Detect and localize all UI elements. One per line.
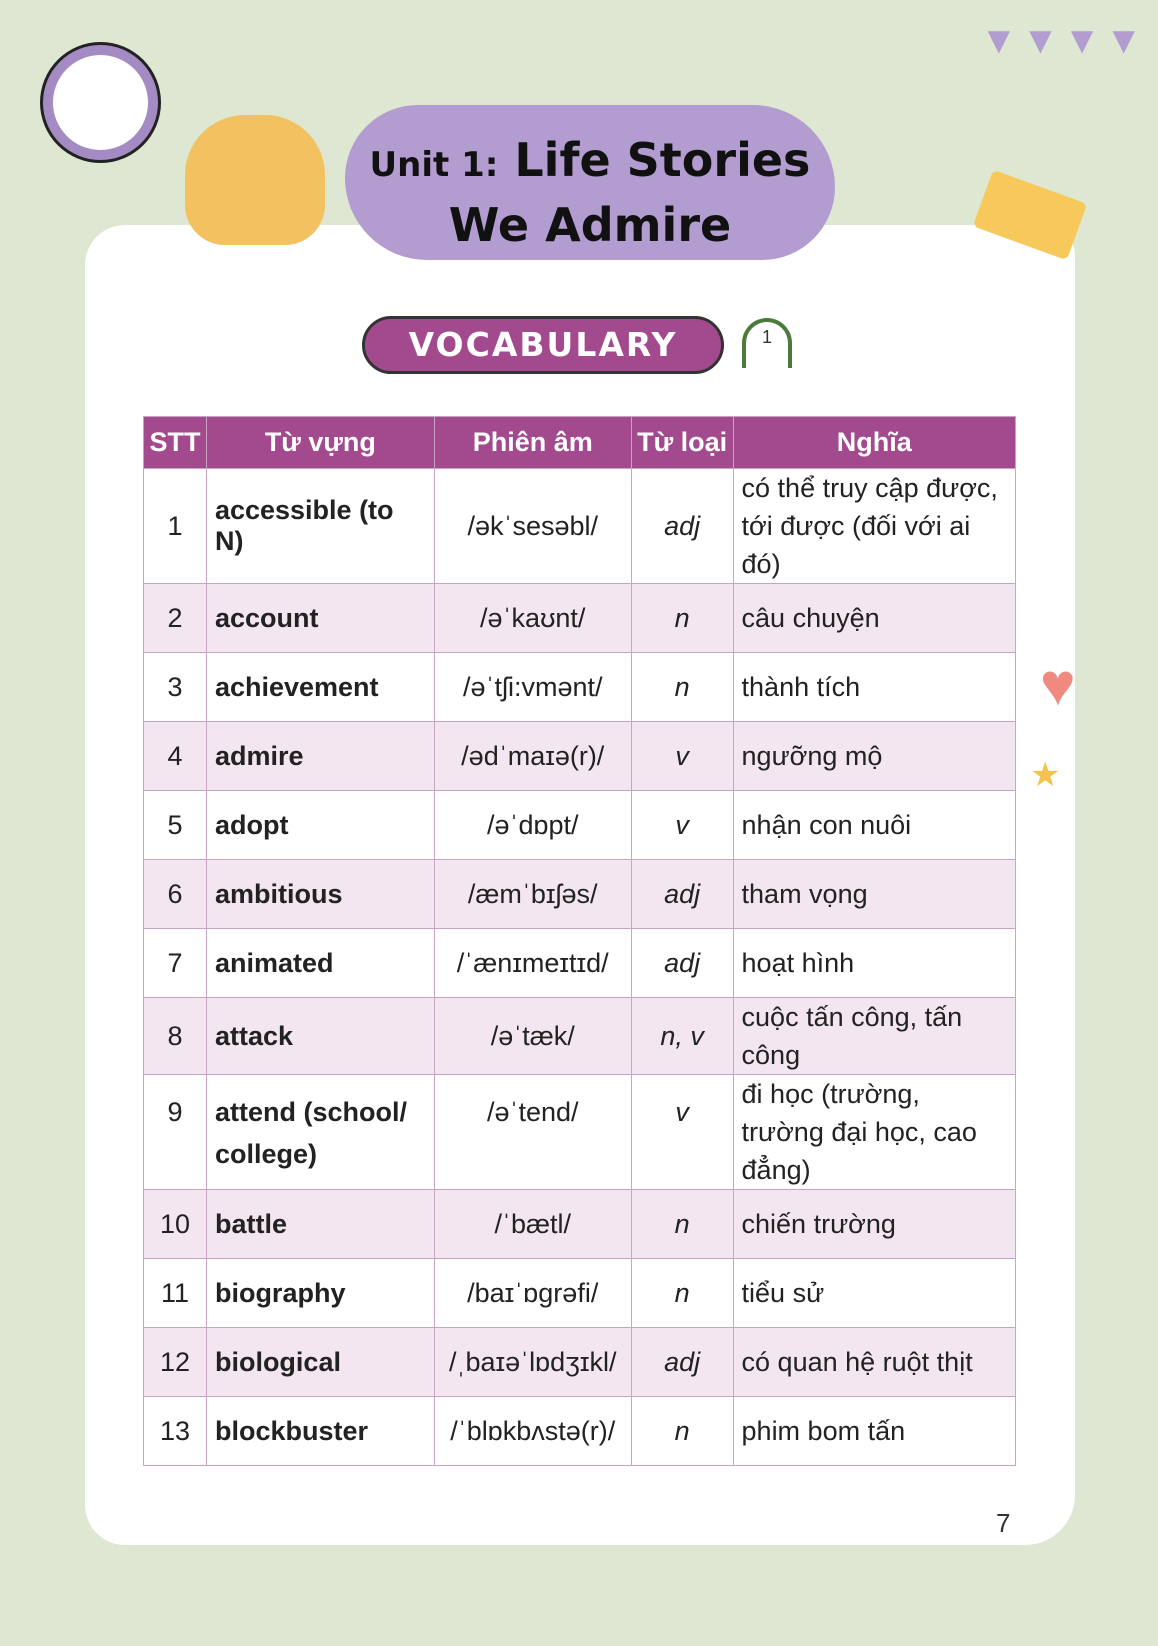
unit-prefix: Unit 1: [369,145,499,185]
word-type-cell: adj [631,929,733,998]
headphones-audio-icon[interactable] [742,318,792,368]
header-ipa: Phiên âm [434,417,631,469]
row-number-cell: 11 [144,1259,207,1328]
vocabulary-table [143,416,1016,1466]
meaning-cell: phim bom tấn [733,1397,1015,1466]
ipa-cell: /ˈblɒkbʌstə(r)/ [434,1397,631,1466]
ipa-cell: /əkˈsesəbl/ [434,469,631,584]
row-number-cell: 9 [144,1075,207,1190]
ipa-cell: /əˈkaʊnt/ [434,584,631,653]
row-number-cell: 3 [144,653,207,722]
row-number-cell: 5 [144,791,207,860]
clock-icon [43,45,158,160]
meaning-cell: thành tích [733,653,1015,722]
table-row [144,584,1016,653]
page-number: 7 [996,1508,1011,1538]
table-row [144,791,1016,860]
meaning-cell: nhận con nuôi [733,791,1015,860]
word-cell: attack [206,998,434,1075]
table-row [144,653,1016,722]
meaning-cell: có quan hệ ruột thịt [733,1328,1015,1397]
word-cell: blockbuster [206,1397,434,1466]
meaning-cell: hoạt hình [733,929,1015,998]
row-number-cell: 6 [144,860,207,929]
word-type-cell: adj [631,860,733,929]
table-row [144,860,1016,929]
table-row [144,998,1016,1075]
meaning-cell: tham vọng [733,860,1015,929]
header-meaning: Nghĩa [733,417,1015,469]
row-number-cell: 7 [144,929,207,998]
word-type-cell: n [631,1190,733,1259]
table-row [144,1397,1016,1466]
word-cell: battle [206,1190,434,1259]
word-cell: ambitious [206,860,434,929]
row-number-cell: 12 [144,1328,207,1397]
ipa-cell: /ˈbætl/ [434,1190,631,1259]
table-row [144,469,1016,584]
ipa-cell: /ədˈmaɪə(r)/ [434,722,631,791]
word-type-cell: v [631,722,733,791]
row-number-cell: 4 [144,722,207,791]
table-row [144,1075,1016,1190]
ipa-cell: /ˈænɪmeɪtɪd/ [434,929,631,998]
meaning-cell: chiến trường [733,1190,1015,1259]
table-row [144,1328,1016,1397]
row-number-cell: 1 [144,469,207,584]
meaning-cell: cuộc tấn công, tấn công [733,998,1015,1075]
word-cell: adopt [206,791,434,860]
word-type-cell: n [631,1259,733,1328]
audio-track-number: 1 [761,327,772,347]
word-cell: attend (school/ college) [206,1075,434,1190]
header-word: Từ vựng [206,417,434,469]
row-number-cell: 2 [144,584,207,653]
dog-illustration [185,115,325,245]
meaning-cell: tiểu sử [733,1259,1015,1328]
title-line-2: We Admire [448,198,732,252]
ipa-cell: /æmˈbɪʃəs/ [434,860,631,929]
word-type-cell: n, v [631,998,733,1075]
vocabulary-banner: VOCABULARY [362,316,724,374]
table-row [144,722,1016,791]
table-row [144,1259,1016,1328]
ipa-cell: /ˌbaɪəˈlɒdʒɪkl/ [434,1328,631,1397]
header-stt: STT [144,417,207,469]
meaning-cell: có thể truy cập được, tới được (đối với ai đó) [733,469,1015,584]
word-type-cell: adj [631,469,733,584]
word-cell: animated [206,929,434,998]
title-line-1: Life Stories [514,133,811,187]
word-cell: admire [206,722,434,791]
ipa-cell: /əˈtʃi:vmənt/ [434,653,631,722]
word-cell: biography [206,1259,434,1328]
word-type-cell: n [631,1397,733,1466]
ipa-cell: /əˈdɒpt/ [434,791,631,860]
word-type-cell: adj [631,1328,733,1397]
meaning-cell: đi học (trường, trường đại học, cao đẳng) [733,1075,1015,1190]
word-cell: accessible (to N) [206,469,434,584]
row-number-cell: 10 [144,1190,207,1259]
row-number-cell: 8 [144,998,207,1075]
meaning-cell: ngưỡng mộ [733,722,1015,791]
row-number-cell: 13 [144,1397,207,1466]
unit-title [345,130,835,255]
word-type-cell: n [631,653,733,722]
word-cell: biological [206,1328,434,1397]
heart-icon: ♥ [1040,651,1076,718]
word-cell: achievement [206,653,434,722]
ipa-cell: /baɪˈɒgrəfi/ [434,1259,631,1328]
ipa-cell: /əˈtend/ [434,1075,631,1190]
word-cell: account [206,584,434,653]
header-type: Từ loại [631,417,733,469]
word-type-cell: v [631,791,733,860]
table-header [144,417,1016,469]
ipa-cell: /əˈtæk/ [434,998,631,1075]
bunting-decoration: ▼▼▼▼ [980,20,1147,62]
meaning-cell: câu chuyện [733,584,1015,653]
word-type-cell: v [631,1075,733,1190]
table-row [144,1190,1016,1259]
word-type-cell: n [631,584,733,653]
table-row [144,929,1016,998]
star-icon: ★ [1030,756,1061,794]
